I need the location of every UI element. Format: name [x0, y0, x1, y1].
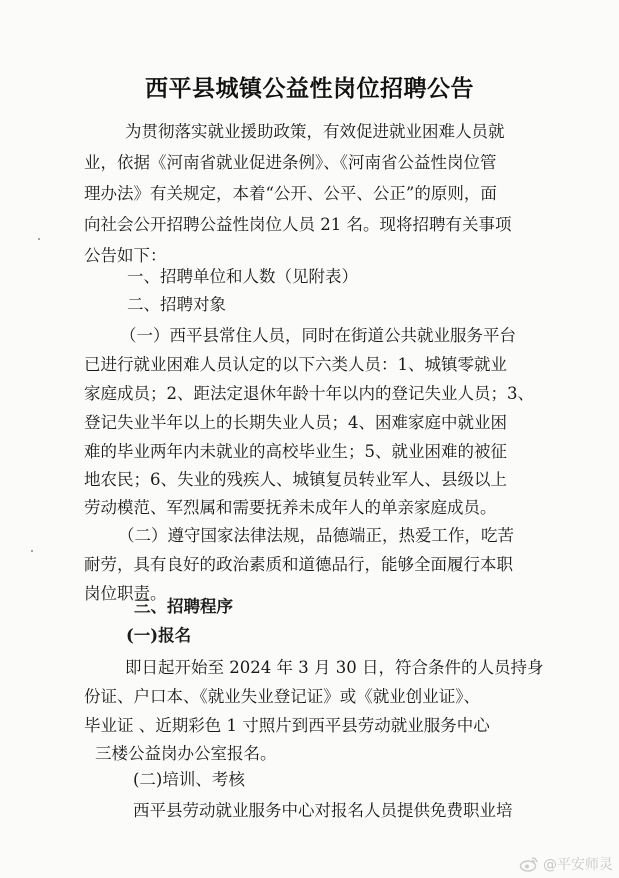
watermark-text: @平安师灵	[543, 857, 613, 873]
body-line: 毕业证 、近期彩色 1 寸照片到西平县劳动就业服务中心	[84, 716, 490, 735]
body-line: 三楼公益岗办公室报名。	[95, 744, 277, 763]
section-heading: 二、招聘对象	[127, 295, 226, 314]
body-line: 即日起开始至 2024 年 3 月 30 日，符合条件的人员持身	[125, 658, 544, 677]
body-line: （二）遵守国家法律法规，品德端正，热爱工作，吃苦	[118, 526, 514, 545]
body-line: 业，依据《河南省就业促进条例》、《河南省公益性岗位管	[84, 153, 497, 172]
body-line: 家庭成员；2、距法定退休年龄十年以内的登记失业人员；3、	[84, 384, 534, 403]
body-line: 为贯彻落实就业援助政策，有效促进就业困难人员就	[125, 122, 505, 141]
scan-speck	[38, 238, 40, 240]
scan-speck	[31, 550, 33, 552]
subsection-heading: (二)培训、考核	[133, 770, 245, 789]
body-line: 登记失业半年以上的长期失业人员；4、困难家庭中就业困	[84, 413, 507, 432]
section-heading: 一、招聘单位和人数（见附表）	[127, 267, 358, 286]
body-line: 西平县劳动就业服务中心对报名人员提供免费职业培	[133, 801, 513, 820]
body-line: 劳动模范、军烈属和需要抚养未成年人的单亲家庭成员。	[84, 498, 497, 517]
body-line: 耐劳，具有良好的政治素质和道德品行，能够全面履行本职	[84, 555, 513, 574]
body-line: 岗位职责。	[84, 584, 167, 603]
section-heading: 三、招聘程序	[134, 597, 233, 616]
weibo-icon	[519, 856, 539, 872]
body-line: 难的毕业两年内未就业的高校毕业生；5、就业困难的被征	[84, 442, 507, 461]
body-line: 已进行就业困难人员认定的以下六类人员：1、城镇零就业	[84, 355, 507, 374]
document-title: 西平县城镇公益性岗位招聘公告	[145, 75, 474, 102]
body-line: （一）西平县常住人员，同时在街道公共就业服务平台	[120, 326, 516, 345]
body-line: 公告如下：	[84, 246, 167, 265]
watermark	[519, 854, 613, 874]
body-line: 份证、户口本、《就业失业登记证》或《就业创业证》、	[84, 687, 480, 706]
body-line: 向社会公开招聘公益性岗位人员 21 名。现将招聘有关事项	[84, 215, 512, 234]
subsection-heading: (一)报名	[126, 626, 192, 645]
body-line: 理办法》有关规定，本着“公开、公平、公正”的原则，面	[84, 184, 497, 203]
body-line: 地农民；6、失业的残疾人、城镇复员转业军人、县级以上	[84, 470, 507, 489]
